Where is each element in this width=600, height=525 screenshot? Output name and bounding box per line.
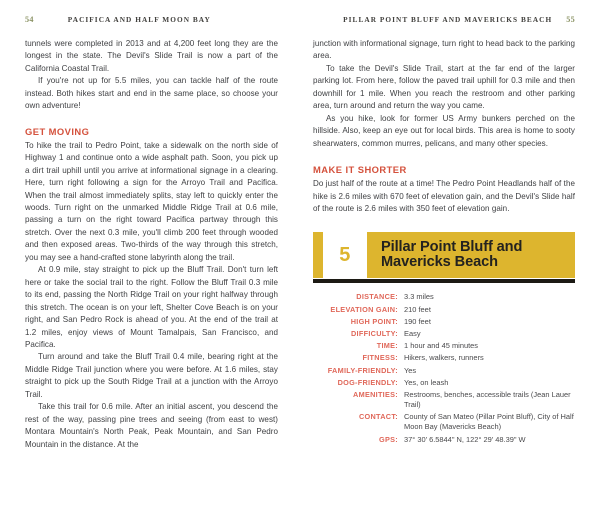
detail-label: FAMILY-FRIENDLY:	[327, 365, 398, 375]
table-row	[313, 317, 575, 329]
table-row	[313, 305, 575, 317]
detail-value: 3.3 miles	[404, 292, 434, 302]
table-row	[313, 435, 575, 447]
left-column	[25, 38, 278, 451]
detail-value: Yes, on leash	[404, 377, 449, 387]
hike-rule	[313, 279, 575, 283]
paragraph: junction with informational signage, turn right to head back to the parking area.	[313, 39, 575, 61]
table-row	[313, 353, 575, 365]
detail-label: GPS:	[379, 434, 398, 444]
left-running-head	[25, 0, 278, 38]
hike-details-table	[313, 292, 575, 446]
right-folio: 55	[566, 14, 575, 24]
hike-number-slot	[323, 232, 367, 278]
detail-label: HIGH POINT:	[350, 316, 398, 326]
detail-value: Hikers, walkers, runners	[404, 353, 484, 363]
paragraph: To hike the trail to Pedro Point, take a sidewalk on the north side of Highway 1 and continue onto a wide asphalt path. Soon, you pick up a dirt trail uphill until you arrive at informational signage in a clearing. Here, turn right following a sign for the Arroyo Trail and Pacifica. When the trail almost immediately splits, stay left to quickly enter the woods. Turn right on the unmarked Middle Ridge Trail at 0.6 mile, passing a turn on the right toward Pacifica partway through this stretch. Over the next 0.3 mile, you'll climb 200 feet through wooded and then exposed areas. Two-thirds of the way through this stretch, you may see a hand-crafted stone labyrinth along the trail.	[25, 140, 278, 262]
detail-value: 210 feet	[404, 304, 431, 314]
section-heading-make-it-shorter: MAKE IT SHORTER	[313, 164, 407, 176]
detail-value: Easy	[404, 329, 421, 338]
paragraph: If you're not up for 5.5 miles, you can tackle half of the route instead. Both hikes start and end in the same place, so choose your own adventure!	[25, 76, 278, 111]
right-running-head-title: PILLAR POINT BLUFF AND MAVERICKS BEACH	[343, 14, 553, 24]
detail-value: Restrooms, benches, accessible trails (Jean Lauer Trail)	[404, 389, 571, 410]
table-row	[313, 329, 575, 341]
table-row	[313, 366, 575, 378]
hike-title: Pillar Point Bluff and Mavericks Beach	[381, 238, 523, 271]
detail-value: County of San Mateo (Pillar Point Bluff), City of Half Moon Bay (Mavericks Beach)	[404, 412, 574, 432]
detail-label: TIME:	[376, 341, 398, 351]
table-row	[313, 412, 575, 434]
detail-label: DIFFICULTY:	[351, 329, 398, 338]
section-heading-get-moving: GET MOVING	[25, 125, 90, 137]
table-row	[313, 292, 575, 304]
table-row	[313, 378, 575, 390]
detail-label: FITNESS:	[362, 353, 398, 363]
detail-label: DOG-FRIENDLY:	[337, 377, 398, 387]
paragraph: To take the Devil's Slide Trail, start at the far end of the larger parking lot. From here, follow the paved trail uphill for 0.3 mile and then downhill for 1 mile. When you reach the restroom and other parking area, turn around and return the way you came.	[313, 63, 575, 111]
detail-label: DISTANCE:	[356, 292, 398, 302]
paragraph: Take this trail for 0.6 mile. After an initial ascent, you descend the rest of the way, passing pine trees and seeing (from east to west) Montara Mountain's North Peak, Peak Mountain, and San Pedro Mountain in the distance. At the	[25, 402, 278, 449]
detail-label: ELEVATION GAIN:	[330, 304, 398, 314]
paragraph: As you hike, look for former US Army bunkers perched on the hillside. Also, keep an eye out for local birds. This area is home to sooty shearwaters, common murres, pelicans, and many other species.	[313, 113, 575, 148]
paragraph: Do just half of the route at a time! The Pedro Point Headlands half of the hike is 2.6 miles with 670 feet of elevation gain, and the Devil's Slide half of the route is 2.6 miles with 350 feet of elevation gain.	[313, 179, 575, 213]
table-row	[313, 341, 575, 353]
detail-value: Yes	[404, 365, 417, 375]
right-column	[313, 38, 575, 447]
left-folio: 54	[25, 14, 34, 24]
table-row	[313, 390, 575, 412]
detail-value: 190 feet	[404, 316, 431, 326]
detail-value: 37° 30' 6.5844" N, 122° 29' 48.39" W	[404, 434, 526, 444]
detail-label: CONTACT:	[359, 412, 398, 422]
right-running-head	[313, 0, 575, 38]
left-running-head-title: PACIFICA AND HALF MOON BAY	[67, 14, 211, 24]
detail-label: AMENITIES:	[353, 389, 398, 399]
paragraph: At 0.9 mile, stay straight to pick up the Bluff Trail. Don't turn left here or take the social trail to the right. Follow the Bluff Trail 0.3 mile to its end, passing the North Ridge Trail on your right halfway through this stretch. The ocean is on your left, Shelter Cove Beach is on your right, and San Pedro Rock is ahead of you. At the end of the trail at 1.2 miles, enjoy views of Mount Tamalpais, San Francisco, and Pacifica.	[25, 265, 278, 349]
paragraph: Turn around and take the Bluff Trail 0.4 mile, bearing right at the Middle Ridge Trail junction where you were before. At 1.6 miles, stay straight to pick up the South Ridge Trail at a junction with the Arroyo Trail.	[25, 352, 278, 399]
paragraph: tunnels were completed in 2013 and at 4,200 feet long they are the longest in the state. The Devil's Slide Trail is now a part of the California Coastal Trail.	[25, 39, 278, 73]
hike-number: 5	[339, 244, 351, 267]
right-page	[300, 0, 600, 525]
detail-value: 1 hour and 45 minutes	[404, 341, 479, 351]
hike-title-block	[313, 232, 575, 283]
hike-banner	[313, 232, 575, 278]
